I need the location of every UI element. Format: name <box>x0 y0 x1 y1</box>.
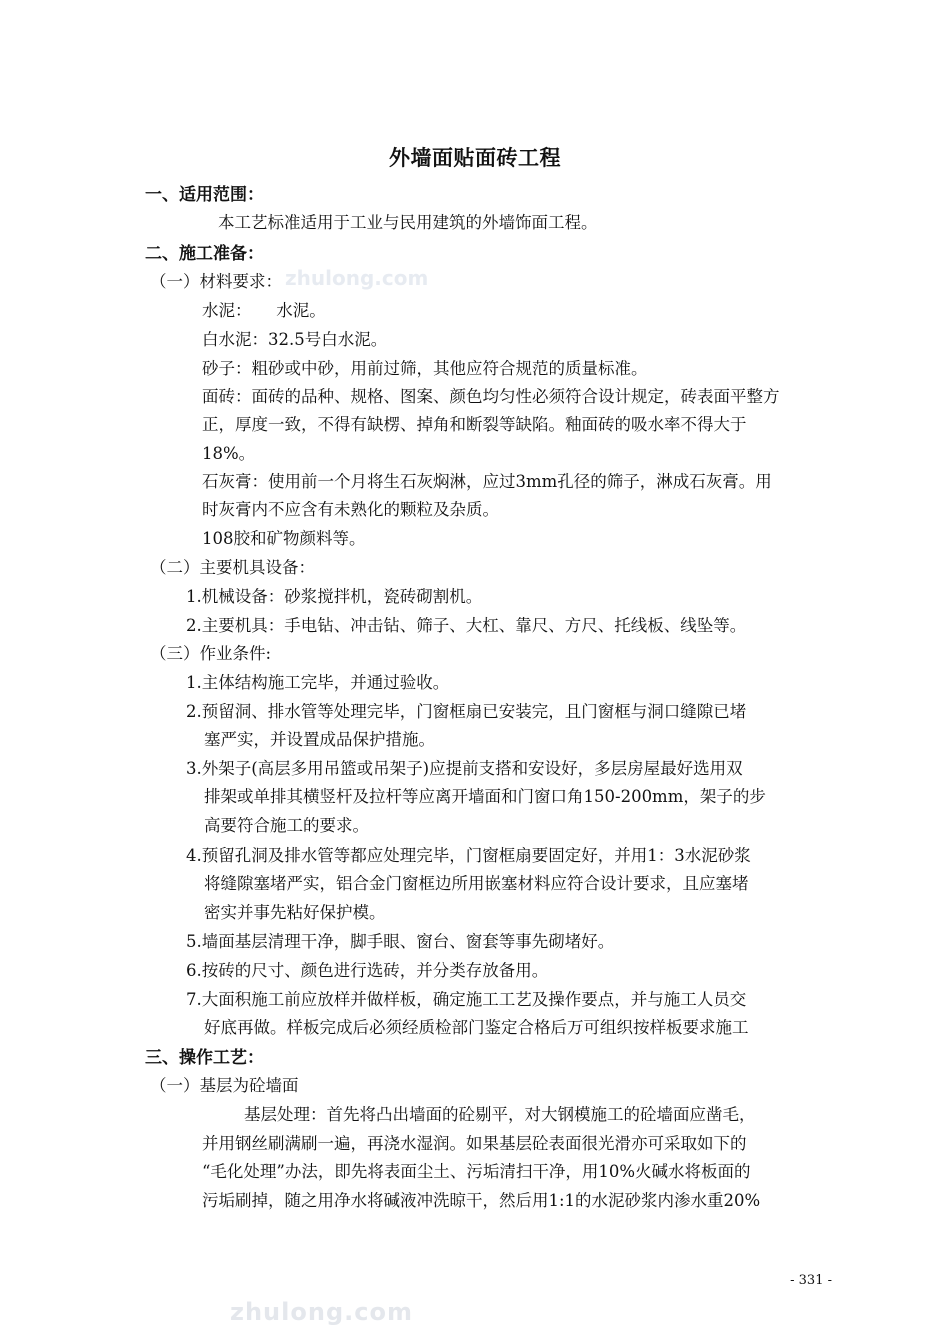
material-line: 面砖：面砖的品种、规格、图案、颜色均匀性必须符合设计规定，砖表面平整方 <box>202 387 780 406</box>
equipment-line: 1.机械设备：砂浆搅拌机，瓷砖砌割机。 <box>186 587 483 606</box>
scope-body: 本工艺标准适用于工业与民用建筑的外墙饰面工程。 <box>218 213 598 232</box>
condition-line: 高要符合施工的要求。 <box>204 816 369 835</box>
subsection-heading-materials: （一）材料要求： <box>150 272 282 291</box>
material-line: 时灰膏内不应含有未熟化的颗粒及杂质。 <box>202 500 499 519</box>
section-heading-preparation: 二、施工准备： <box>145 244 264 264</box>
material-line: 石灰膏：使用前一个月将生石灰焖淋，应过3mm孔径的筛子，淋成石灰膏。用 <box>202 472 772 491</box>
condition-line: 6.按砖的尺寸、颜色进行选砖，并分类存放备用。 <box>186 961 549 980</box>
material-line: 砂子：粗砂或中砂，用前过筛，其他应符合规范的质量标准。 <box>202 359 648 378</box>
material-line: 108胶和矿物颜料等。 <box>202 529 366 548</box>
material-line: 18%。 <box>202 444 256 463</box>
process-line: 并用钢丝刷满刷一遍，再浇水湿润。如果基层砼表面很光滑亦可采取如下的 <box>202 1134 747 1153</box>
condition-line: 7.大面积施工前应放样并做样板，确定施工工艺及操作要点，并与施工人员交 <box>186 990 747 1009</box>
material-line: 水泥： 水泥。 <box>202 301 326 320</box>
condition-line: 好底再做。样板完成后必须经质检部门鉴定合格后万可组织按样板要求施工 <box>204 1018 749 1037</box>
material-line: 白水泥：32.5号白水泥。 <box>202 330 388 349</box>
process-line: “毛化处理”办法，即先将表面尘土、污垢清扫干净，用10%火碱水将板面的 <box>202 1162 751 1181</box>
subsection-heading-concrete-wall: （一）基层为砼墙面 <box>150 1076 299 1095</box>
condition-line: 3.外架子(高层多用吊篮或吊架子)应提前支搭和安设好，多层房屋最好选用双 <box>186 759 743 778</box>
section-heading-process: 三、操作工艺： <box>145 1048 264 1068</box>
subsection-heading-equipment: （二）主要机具设备： <box>150 558 315 577</box>
section-heading-scope: 一、适用范围： <box>145 185 264 205</box>
equipment-line: 2.主要机具：手电钻、冲击钻、筛子、大杠、靠尺、方尺、托线板、线坠等。 <box>186 616 747 635</box>
condition-line: 排架或单排其横竖杆及拉杆等应离开墙面和门窗口角150-200mm，架子的步 <box>204 787 766 806</box>
footer-watermark: zhulong.com <box>230 1298 413 1326</box>
subsection-heading-conditions: （三）作业条件: <box>150 644 272 663</box>
condition-line: 将缝隙塞堵严实，铝合金门窗框边所用嵌塞材料应符合设计要求，且应塞堵 <box>204 874 749 893</box>
process-line: 污垢刷掉，随之用净水将碱液冲洗晾干，然后用1:1的水泥砂浆内渗水重20% <box>202 1191 761 1210</box>
condition-line: 2.预留洞、排水管等处理完毕，门窗框扇已安装完，且门窗框与洞口缝隙已堵 <box>186 702 747 721</box>
condition-line: 5.墙面基层清理干净，脚手眼、窗台、窗套等事先砌堵好。 <box>186 932 615 951</box>
process-line: 基层处理：首先将凸出墙面的砼剔平，对大钢模施工的砼墙面应凿毛， <box>244 1105 756 1124</box>
condition-line: 1.主体结构施工完毕，并通过验收。 <box>186 673 450 692</box>
condition-line: 塞严实，并设置成品保护措施。 <box>204 730 435 749</box>
document-title: 外墙面贴面砖工程 <box>389 146 561 170</box>
condition-line: 密实并事先粘好保护模。 <box>204 903 386 922</box>
condition-line: 4.预留孔洞及排水管等都应处理完毕，门窗框扇要固定好，并用1：3水泥砂浆 <box>186 846 751 865</box>
material-line: 正，厚度一致，不得有缺楞、掉角和断裂等缺陷。釉面砖的吸水率不得大于 <box>202 415 747 434</box>
page-number: - 331 - <box>790 1273 832 1288</box>
watermark: zhulong.com <box>285 266 429 290</box>
